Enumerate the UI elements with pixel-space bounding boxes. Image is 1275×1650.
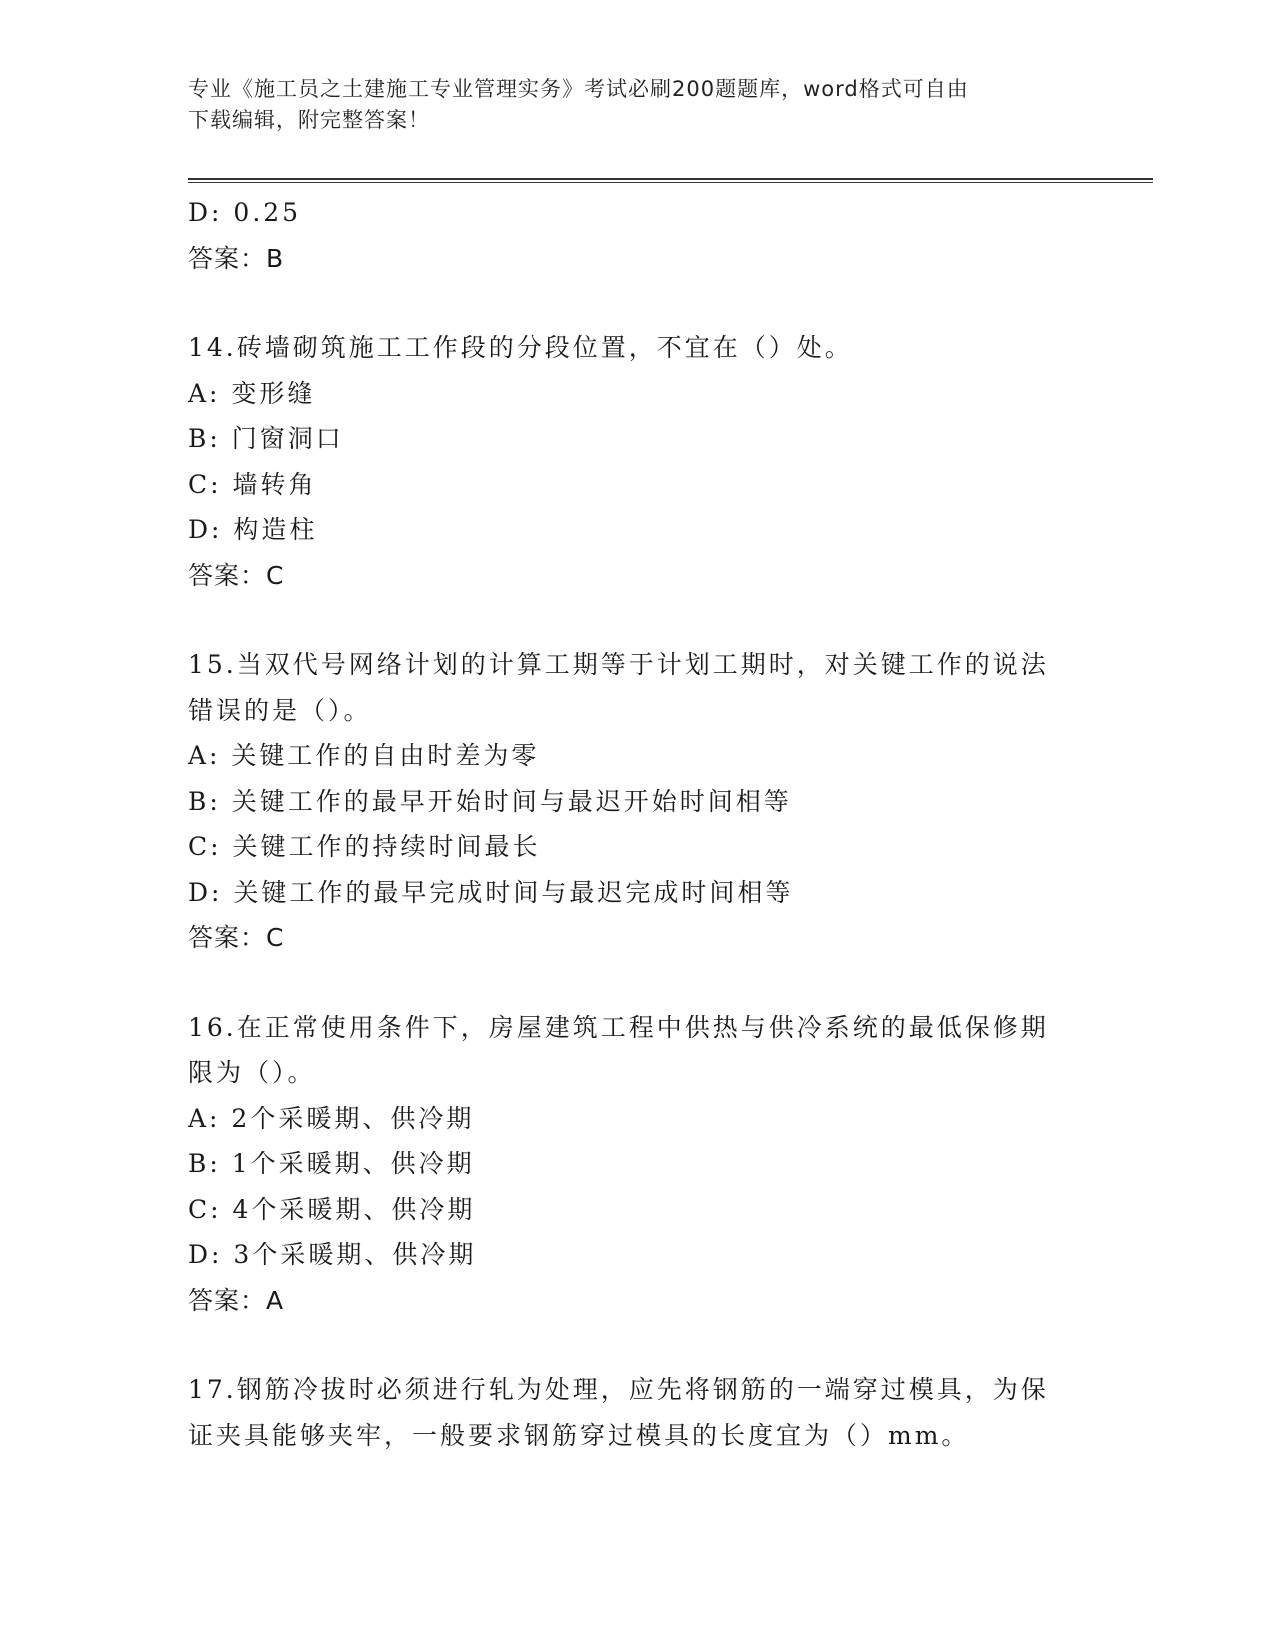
- answer-line: 答案：A: [188, 1285, 285, 1315]
- option-d: D: 3个采暖期、供冷期: [188, 1240, 477, 1269]
- question-16: [188, 1005, 1088, 1324]
- option-a: A: 关键工作的自由时差为零: [188, 741, 540, 770]
- question-text-line-1: 17.钢筋冷拔时必须进行轧为处理，应先将钢筋的一端穿过模具，为保: [188, 1375, 1049, 1404]
- answer-line: 答案：C: [188, 560, 285, 590]
- header-divider-thick: [188, 178, 1153, 180]
- question-text-line-1: 15.当双代号网络计划的计算工期等于计划工期时，对关键工作的说法: [188, 650, 1049, 679]
- header-divider-thin: [188, 182, 1153, 183]
- option-c: C: 墙转角: [188, 469, 317, 499]
- option-b: B: 关键工作的最早开始时间与最迟开始时间相等: [188, 786, 792, 816]
- question-15: [188, 642, 1088, 961]
- option-d: D: 关键工作的最早完成时间与最迟完成时间相等: [188, 877, 794, 907]
- option-c: C: 4个采暖期、供冷期: [188, 1194, 476, 1224]
- answer-line: 答案：C: [188, 923, 285, 952]
- option-b: B: 1个采暖期、供冷期: [188, 1149, 475, 1178]
- option-d: D: 0.25: [188, 198, 302, 227]
- option-a: A: 2个采暖期、供冷期: [188, 1103, 475, 1133]
- header-line-2: 下载编辑，附完整答案！: [188, 108, 430, 132]
- header-line-1: 专业《施工员之土建施工专业管理实务》考试必刷200题题库，word格式可自由: [188, 77, 969, 101]
- question-text-line-2: 限为（）。: [188, 1058, 316, 1087]
- answer-line: 答案：B: [188, 243, 285, 273]
- previous-question-tail: [188, 190, 1088, 281]
- question-text-line-2: 错误的是（）。: [188, 695, 372, 725]
- question-17: [188, 1367, 1088, 1458]
- option-b: B: 门窗洞口: [188, 424, 344, 453]
- page-header: [188, 74, 1068, 136]
- option-a: A: 变形缝: [188, 378, 316, 408]
- question-text-line-2: 证夹具能够夹牢，一般要求钢筋穿过模具的长度宜为（）mm。: [188, 1420, 970, 1450]
- option-c: C: 关键工作的持续时间最长: [188, 832, 541, 861]
- question-content: [188, 190, 1088, 1458]
- question-14: [188, 325, 1088, 598]
- question-text-line-1: 16.在正常使用条件下，房屋建筑工程中供热与供冷系统的最低保修期: [188, 1012, 1049, 1042]
- option-d: D: 构造柱: [188, 515, 318, 544]
- question-text: 14.砖墙砌筑施工工作段的分段位置，不宜在（）处。: [188, 333, 853, 362]
